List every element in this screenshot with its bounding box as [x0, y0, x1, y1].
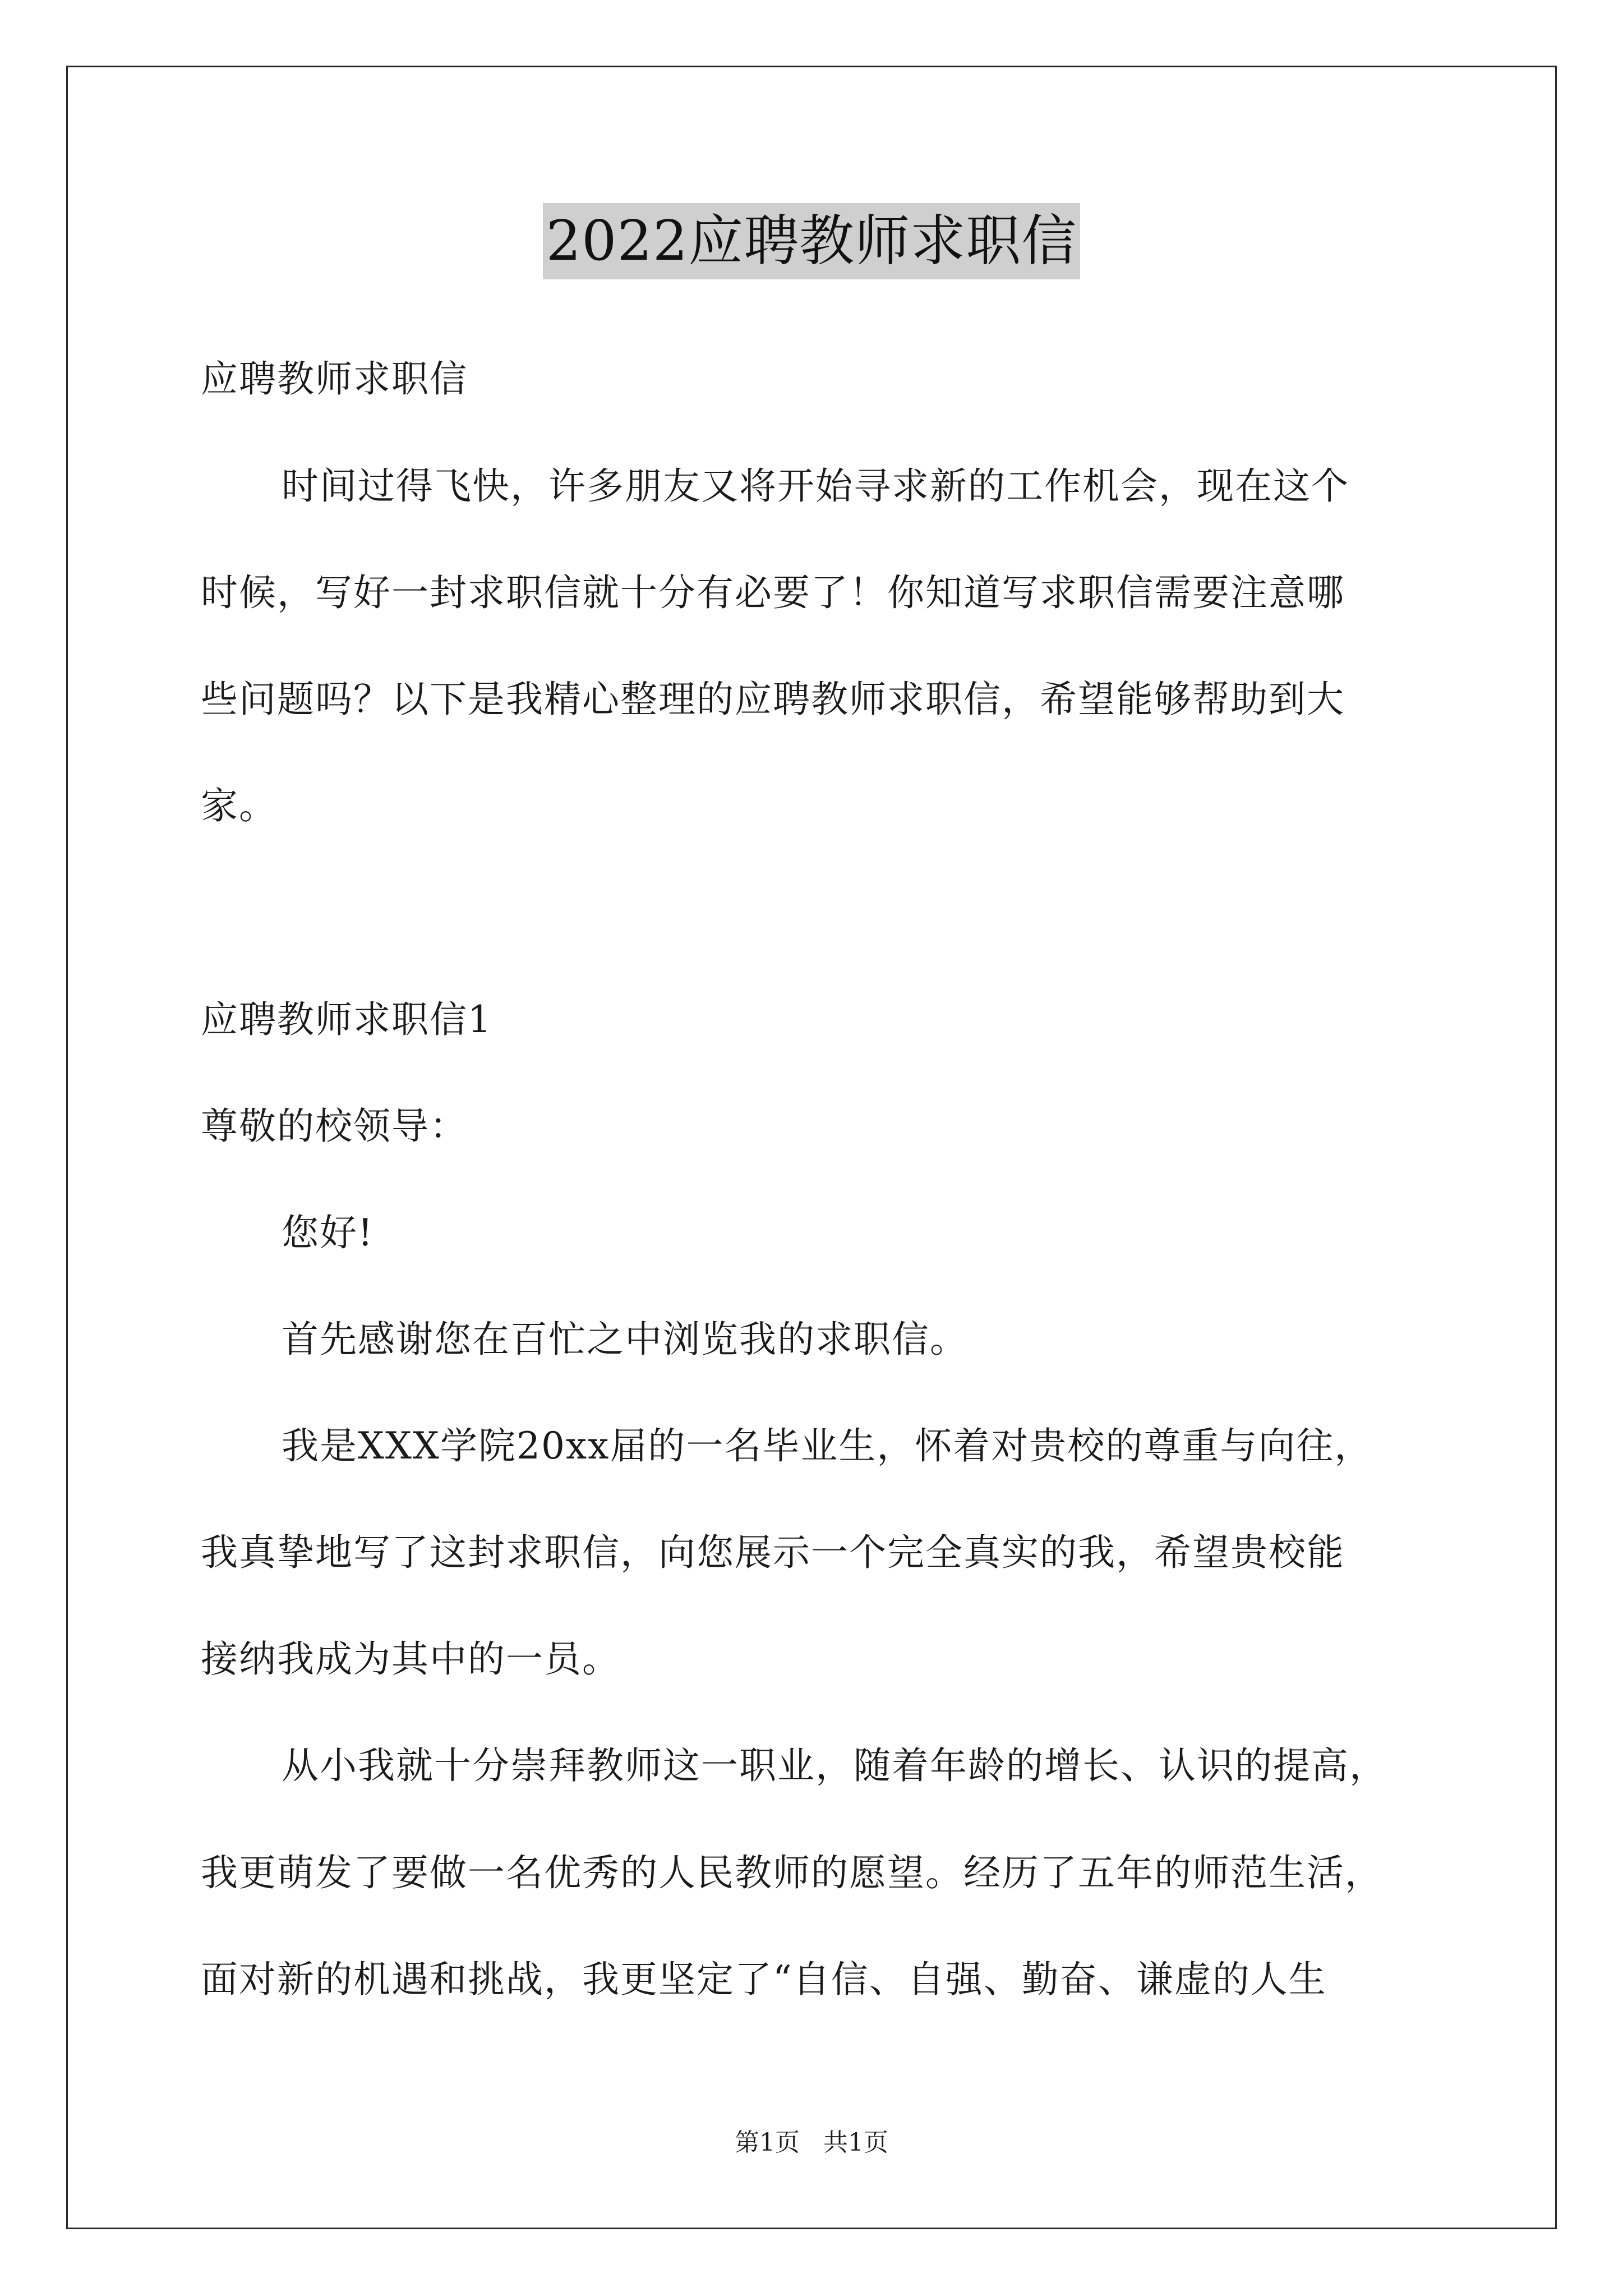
intro-line-2: 时候，写好一封求职信就十分有必要了！你知道写求职信需要注意哪: [201, 571, 1345, 614]
paragraph-2-line-2: 我真挚地写了这封求职信，向您展示一个完全真实的我，希望贵校能: [201, 1531, 1345, 1574]
page-current: 第1页: [735, 2128, 800, 2157]
title-container: [0, 203, 1623, 279]
paragraph-1: 首先感谢您在百忙之中浏览我的求职信。: [282, 1318, 968, 1361]
intro-line-4: 家。: [201, 784, 277, 827]
subtitle: 应聘教师求职信: [201, 357, 468, 401]
paragraph-3-line-3: 面对新的机遇和挑战，我更坚定了“自信、自强、勤奋、谦虚的人生: [201, 1958, 1327, 2001]
paragraph-2-line-1: 我是XXX学院20xx届的一名毕业生，怀着对贵校的尊重与向往，: [282, 1424, 1373, 1467]
paragraph-2-line-3: 接纳我成为其中的一员。: [201, 1637, 620, 1681]
intro-line-1: 时间过得飞快，许多朋友又将开始寻求新的工作机会，现在这个: [282, 464, 1349, 508]
page-total: 共1页: [823, 2128, 888, 2157]
paragraph-3-line-1: 从小我就十分崇拜教师这一职业，随着年龄的增长、认识的提高，: [282, 1744, 1387, 1787]
intro-line-3: 些问题吗？以下是我精心整理的应聘教师求职信，希望能够帮助到大: [201, 678, 1345, 721]
document-title: 2022应聘教师求职信: [543, 203, 1080, 279]
salutation: 尊敬的校领导：: [201, 1105, 468, 1148]
section-heading: 应聘教师求职信1: [201, 998, 492, 1041]
page-footer: [0, 2126, 1623, 2160]
paragraph-3-line-2: 我更萌发了要做一名优秀的人民教师的愿望。经历了五年的师范生活，: [201, 1851, 1383, 1894]
greeting: 您好!: [282, 1211, 374, 1254]
